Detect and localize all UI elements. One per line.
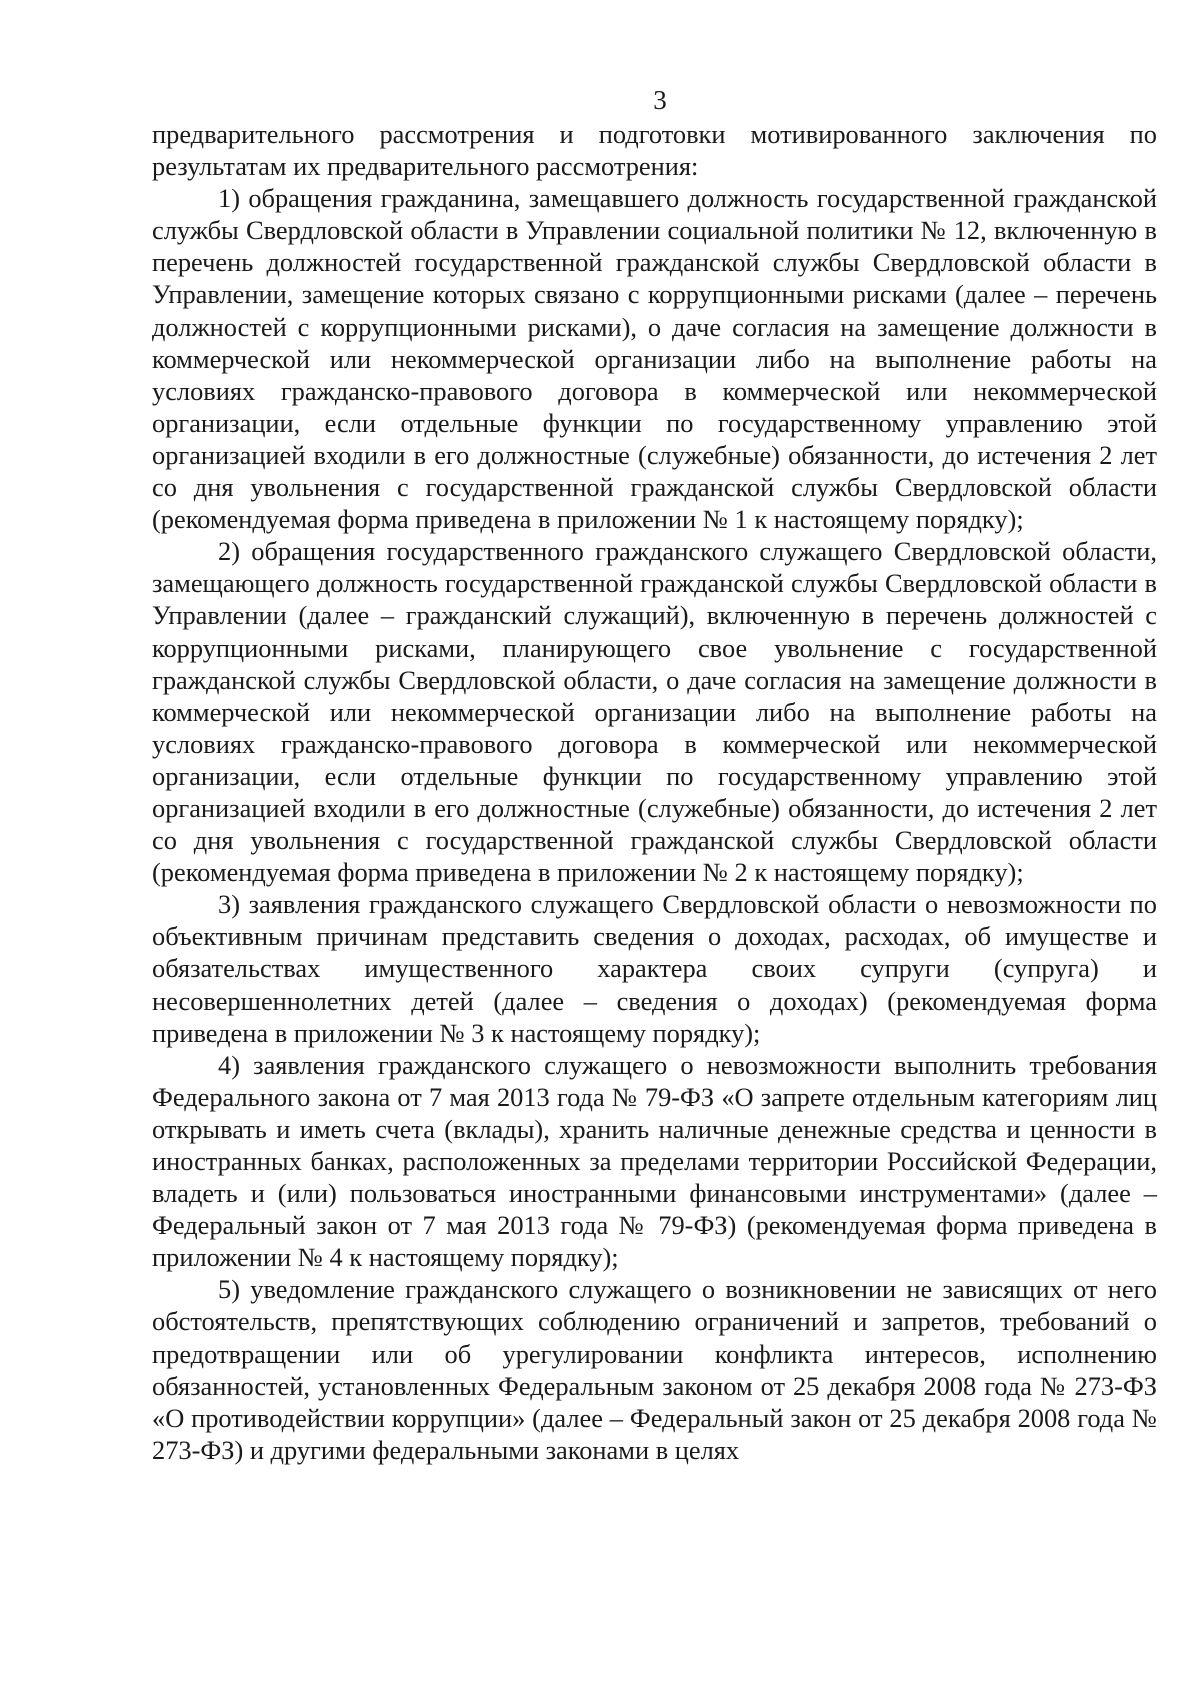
paragraph-item-5: 5) уведомление гражданского служащего о возникновении не зависящих от него обстоятельств, препятствующих соблюдению ограничений и запретов, требований о предотвращении или об урегулировании конфликта интересов, исполнению обязанностей, установленных Федеральным законом от 25 декабря 2008 года № 273-ФЗ «О противодействии коррупции» (далее – Федеральный закон от 25 декабря 2008 года № 273-ФЗ) и другими федеральными законами в целях (152, 1274, 1157, 1465)
paragraph-item-2: 2) обращения государственного гражданского служащего Свердловской области, замещающего должность государственной гражданской службы Свердловской области в Управлении (далее – гражданский служащий), включенную в перечень должностей с коррупционными рисками, планирующего свое увольнение с государственной гражданской службы Свердловской области, о даче согласия на замещение должности в коммерческой или некоммерческой организации либо на выполнение работы на условиях гражданско-правового договора в коммерческой или некоммерческой организации, если отдельные функции по государственному управлению этой организацией входили в его должностные (служебные) обязанности, до истечения 2 лет со дня увольнения с государственной гражданской службы Свердловской области (рекомендуемая форма приведена в приложении № 2 к настоящему порядку); (152, 536, 1157, 888)
document-body (152, 118, 1157, 1466)
page-number: 3 (653, 85, 667, 115)
paragraph-item-1: 1) обращения гражданина, замещавшего должность государственной гражданской службы Свердловской области в Управлении социальной политики № 12, включенную в перечень должностей государственной гражданской службы Свердловской области в Управлении, замещение которых связано с коррупционными рисками (далее – перечень должностей с коррупционными рисками), о даче согласия на замещение должности в коммерческой или некоммерческой организации либо на выполнение работы на условиях гражданско-правового договора в коммерческой или некоммерческой организации, если отдельные функции по государственному управлению этой организацией входили в его должностные (служебные) обязанности, до истечения 2 лет со дня увольнения с государственной гражданской службы Свердловской области (рекомендуемая форма приведена в приложении № 1 к настоящему порядку); (152, 183, 1157, 535)
paragraph-intro: предварительного рассмотрения и подготовки мотивированного заключения по результатам их предварительного рассмотрения: (152, 119, 1157, 182)
paragraph-item-4: 4) заявления гражданского служащего о невозможности выполнить требования Федерального закона от 7 мая 2013 года № 79-ФЗ «О запрете отдельным категориям лиц открывать и иметь счета (вклады), хранить наличные денежные средства и ценности в иностранных банках, расположенных за пределами территории Российской Федерации, владеть и (или) пользоваться иностранными финансовыми инструментами» (далее – Федеральный закон от 7 мая 2013 года № 79-ФЗ) (рекомендуемая форма приведена в приложении № 4 к настоящему порядку); (152, 1049, 1157, 1273)
paragraph-item-3: 3) заявления гражданского служащего Свердловской области о невозможности по объективным причинам представить сведения о доходах, расходах, об имуществе и обязательствах имущественного характера своих супруги (супруга) и несовершеннолетних детей (далее – сведения о доходах) (рекомендуемая форма приведена в приложении № 3 к настоящему порядку); (152, 889, 1157, 1048)
